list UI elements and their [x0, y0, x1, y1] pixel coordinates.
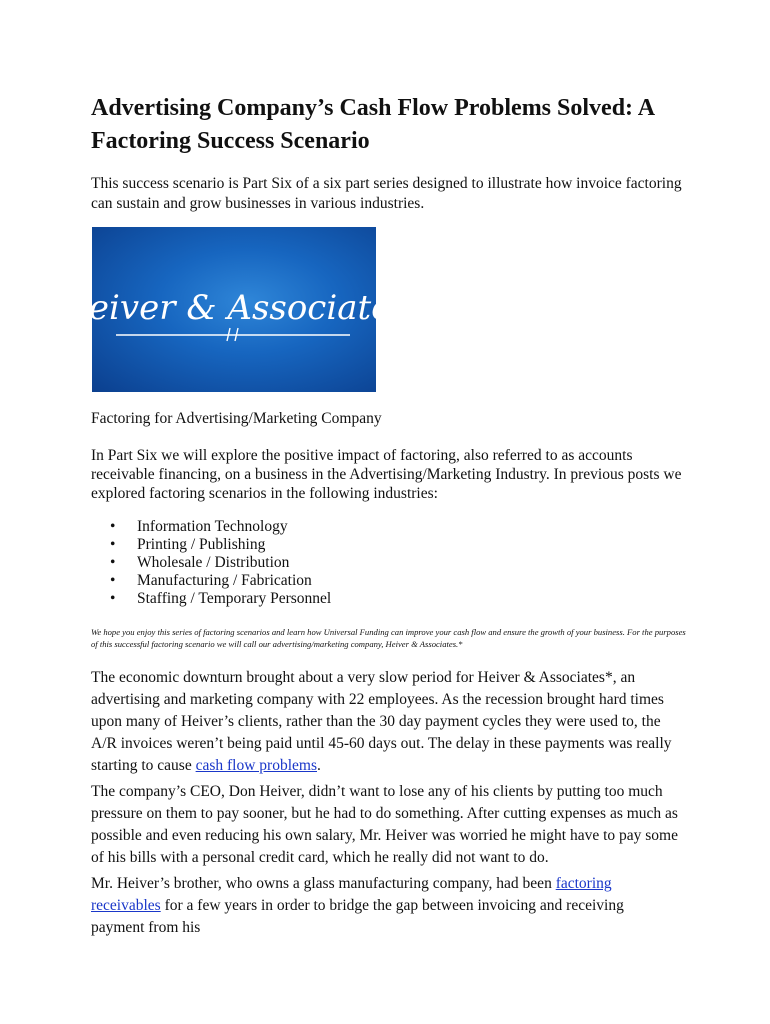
list-item [91, 518, 331, 536]
section-subheading: Factoring for Advertising/Marketing Company [91, 410, 382, 427]
intro-paragraph: This success scenario is Part Six of a six part series designed to illustrate how invoice factoring can sustain and grow businesses in various industries. [91, 175, 682, 212]
list-item-label: Wholesale / Distribution [137, 554, 290, 571]
bullet-icon: • [110, 572, 116, 589]
list-item-label: Manufacturing / Fabrication [137, 572, 312, 589]
paragraph-ceo: The company’s CEO, Don Heiver, didn’t want to lose any of his clients by putting too much pressure on them to pay sooner, but he had to do something. After cutting expenses as much as possible and even reducing his own salary, Mr. Heiver was worried he might have to pay some of his bills with a personal credit card, which he really did not want to do. [91, 783, 678, 866]
list-item [91, 590, 331, 608]
paragraph-part-six: In Part Six we will explore the positive impact of factoring, also referred to as accounts receivable financing, on a business in the Advertising/Marketing Industry. In previous posts we explored factoring scenarios in the following industries: [91, 447, 682, 502]
cash-flow-problems-link[interactable]: cash flow problems [195, 757, 317, 774]
paragraph-brother [91, 873, 681, 939]
bullet-icon: • [110, 536, 116, 553]
bullet-icon: • [110, 518, 116, 535]
list-item [91, 572, 331, 590]
italic-note: We hope you enjoy this series of factoring scenarios and learn how Universal Funding can improve your cash flow and ensure the growth of your business. For the purposes of this successful factoring scenario we will call our advertising/marketing company, Heiver & Associates.* [91, 627, 686, 649]
list-item [91, 536, 331, 554]
paragraph-text: Mr. Heiver’s brother, who owns a glass manufacturing company, had been [91, 875, 556, 892]
document-title: Advertising Company’s Cash Flow Problems Solved: A Factoring Success Scenario [91, 95, 654, 154]
paragraph-downturn [91, 667, 681, 777]
list-item [91, 554, 331, 572]
industry-list [91, 518, 331, 608]
factoring-receivables-link[interactable]: factoring receivables [91, 875, 612, 914]
list-item-label: Information Technology [137, 518, 288, 535]
paragraph-end: . [317, 757, 321, 774]
paragraph-end: for a few years in order to bridge the gap between invoicing and receiving payment from his [91, 897, 624, 936]
paragraph-text: The economic downturn brought about a very slow period for Heiver & Associates*, an advertising and marketing company with 22 employees. As the recession brought hard times upon many of Heiver’s clients, rather than the 30 day payment cycles they were used to, the A/R invoices weren’t being paid until 45-60 days out. The delay in these payments was really starting to cause [91, 669, 672, 774]
list-item-label: Printing / Publishing [137, 536, 266, 553]
logo-wordmark: Heiver & Associates [59, 288, 409, 328]
company-logo [59, 227, 409, 392]
bullet-icon: • [110, 590, 116, 607]
logo-graphic [59, 227, 409, 392]
list-item-label: Staffing / Temporary Personnel [137, 590, 332, 607]
bullet-icon: • [110, 554, 116, 571]
